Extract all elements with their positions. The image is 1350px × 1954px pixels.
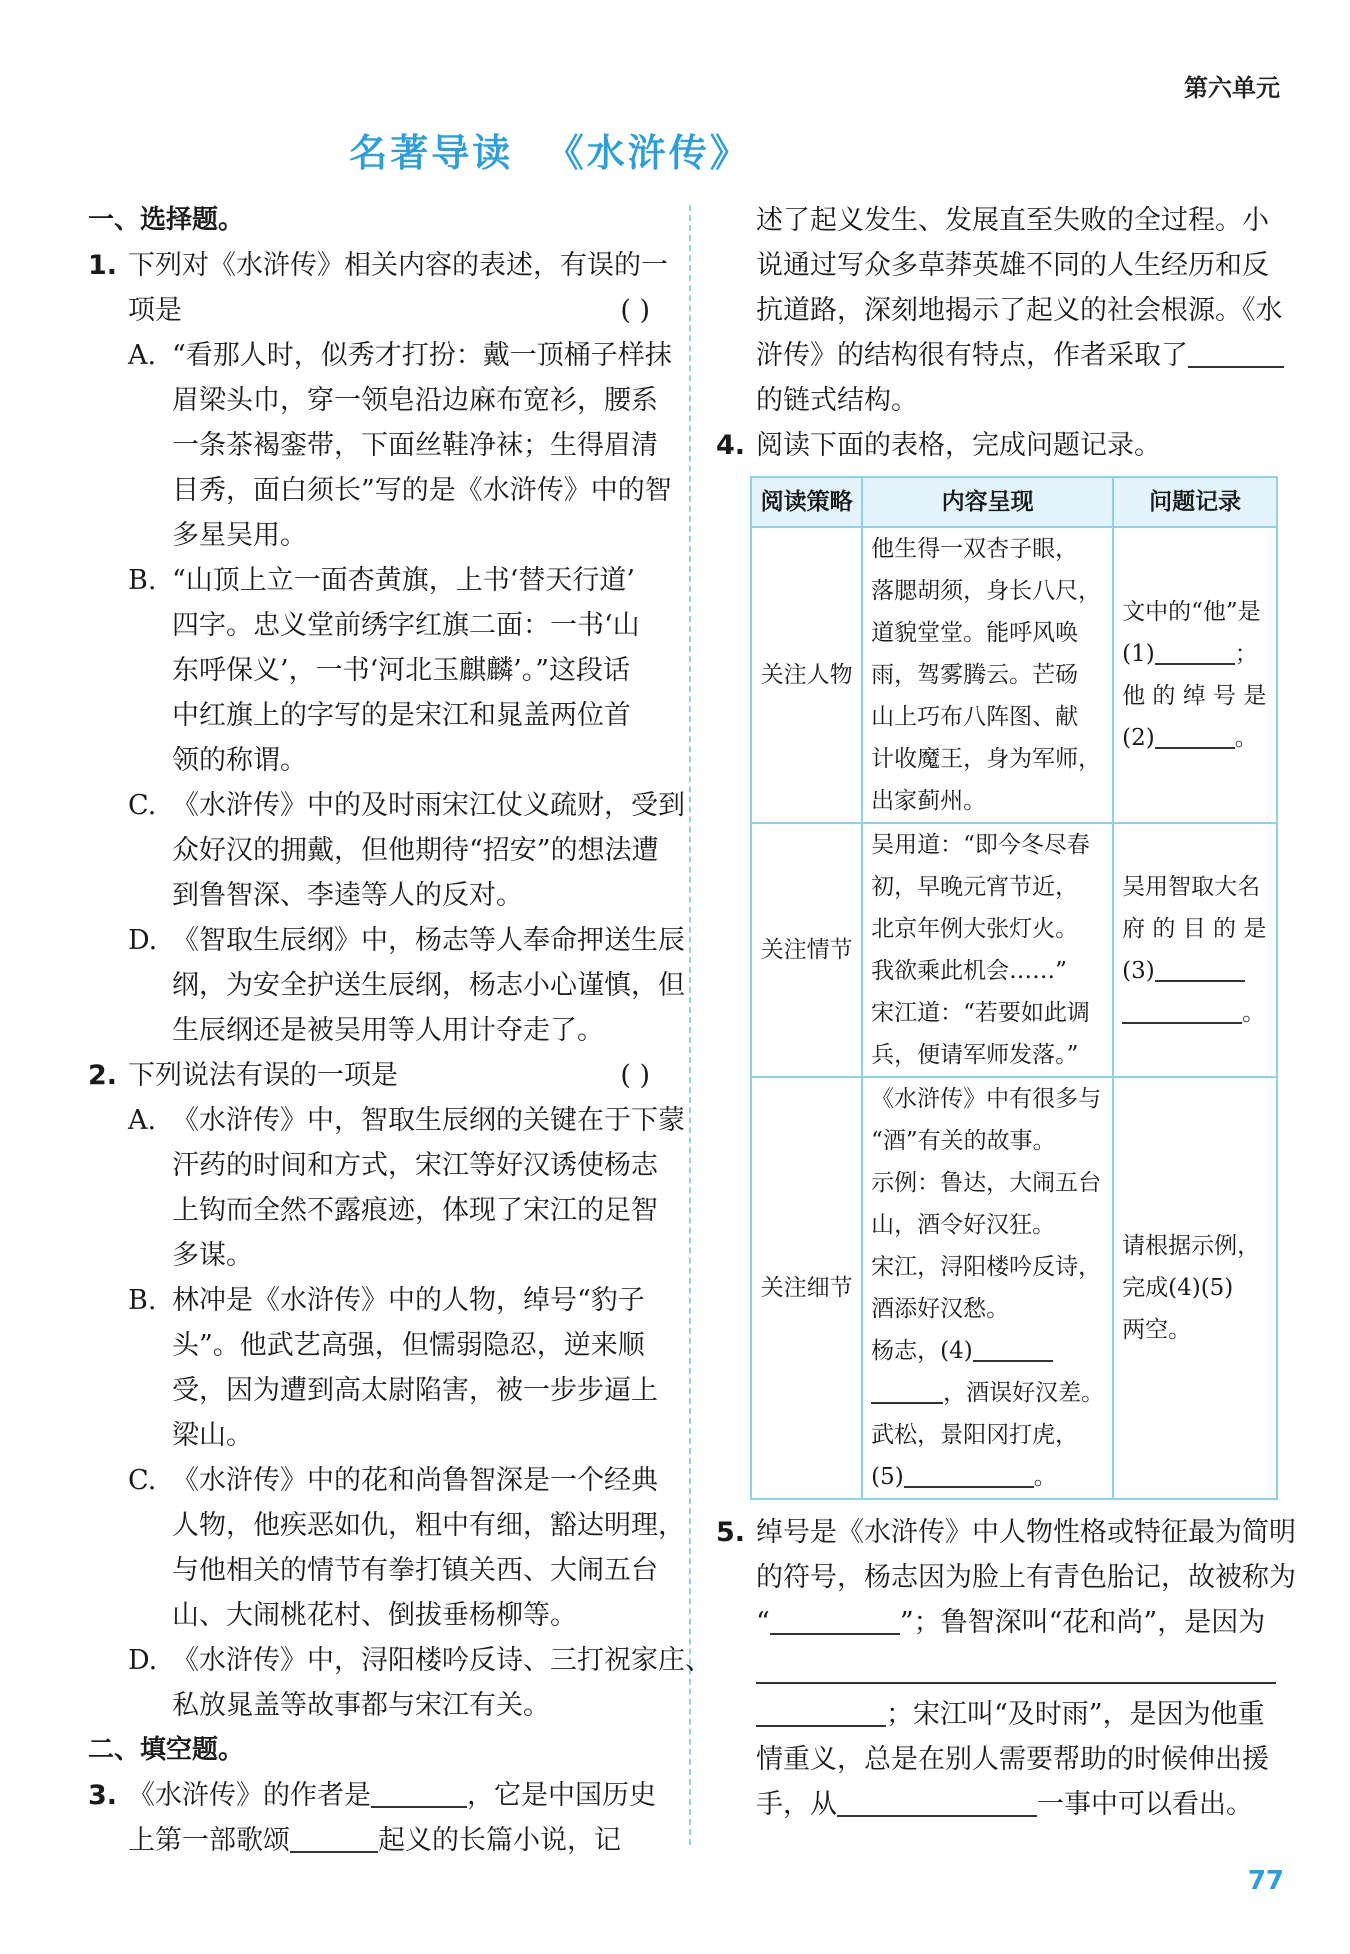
question-text: 上第一部歌颂 xyxy=(128,1825,290,1856)
table-header: 阅读策略 xyxy=(751,477,862,527)
question-2 xyxy=(88,1053,712,1728)
option-text: 生辰纲还是被吴用等人用计夺走了。 xyxy=(172,1015,604,1046)
option-text: 私放晁盖等故事都与宋江有关。 xyxy=(172,1690,550,1721)
question-text: 起义的长篇小说，记 xyxy=(378,1825,621,1856)
option-text: 东呼保义’，一书‘河北玉麒麟’。”这段话 xyxy=(172,655,631,686)
option-text: 上钩而全然不露痕迹，体现了宋江的足智 xyxy=(172,1195,658,1226)
option-text: 一条茶褐銮带，下面丝鞋净袜；生得眉清 xyxy=(172,430,658,461)
option-text: 《水浒传》中，智取生辰纲的关键在于下蒙 xyxy=(172,1105,685,1136)
column-divider xyxy=(689,205,691,1845)
record-cell: 文中的“他”是 (1) ； 他 的 绰 号 是 (2) 。 xyxy=(1113,527,1277,823)
reason-blank[interactable] xyxy=(756,1652,1276,1684)
blank-3[interactable] xyxy=(1155,954,1245,982)
section-heading-fill: 二、填空题。 xyxy=(88,1735,245,1765)
option-text: 林冲是《水浒传》中的人物，绰号“豹子 xyxy=(172,1285,645,1316)
option-text: 到鲁智深、李逵等人的反对。 xyxy=(172,880,523,911)
option-text: 人物，他疾恶如仇，粗中有细，豁达明理， xyxy=(172,1510,685,1541)
answer-parentheses[interactable]: ( ) xyxy=(620,295,650,326)
option-text: 《智取生辰纲》中，杨志等人奉命押送生辰 xyxy=(172,925,685,956)
question-3 xyxy=(88,1773,660,1863)
option-text: 纲，为安全护送生辰纲，杨志小心谨慎，但 xyxy=(172,970,685,1001)
option-label: B. xyxy=(128,1285,157,1316)
option-text: 与他相关的情节有拳打镇关西、大闹五台 xyxy=(172,1555,658,1586)
option-text: “看那人时，似秀才打扮：戴一顶桶子样抹 xyxy=(172,340,672,371)
option-a[interactable] xyxy=(88,333,672,558)
option-b[interactable] xyxy=(88,558,660,783)
question-text: 情重义，总是在别人需要帮助的时候伸出援 xyxy=(756,1744,1269,1775)
option-text: 四字。忠义堂前绣字红旗二面：一书‘山 xyxy=(172,610,640,641)
option-text: 《水浒传》中，浔阳楼吟反诗、三打祝家庄、 xyxy=(172,1645,712,1676)
option-text: 受，因为遭到高太尉陷害，被一步步逼上 xyxy=(172,1375,658,1406)
strategy-cell: 关注细节 xyxy=(751,1077,862,1499)
question-number: 3. xyxy=(88,1780,118,1811)
question-number: 4. xyxy=(716,430,746,461)
question-text: 述了起义发生、发展直至失败的全过程。小 xyxy=(756,205,1269,236)
option-label: C. xyxy=(128,1465,157,1496)
unit-label: 第六单元 xyxy=(1184,74,1280,102)
content-cell: 吴用道：“即今冬尽春 初，早晚元宵节近， 北京年例大张灯火。 我欲乘此机会……” 宋江道：“若要如此调 兵，便请军师发落。” xyxy=(862,823,1113,1077)
section-heading-choice: 一、选择题。 xyxy=(88,205,245,235)
blank-4-continued[interactable] xyxy=(871,1376,943,1404)
table-row xyxy=(751,823,1277,1077)
option-text: 梁山。 xyxy=(172,1420,253,1451)
nickname-blank[interactable] xyxy=(770,1603,900,1635)
question-1 xyxy=(88,243,685,1053)
question-text: ，它是中国历史 xyxy=(467,1780,656,1811)
option-text: 眉梁头巾，穿一领皂沿边麻布宽衫，腰系 xyxy=(172,385,658,416)
question-3-continued xyxy=(716,198,1283,423)
page-title: 名著导读 《水浒传》 xyxy=(349,131,751,175)
table-header: 内容呈现 xyxy=(862,477,1113,527)
question-5: 5. 绰号是《水浒传》中人物性格或特征最为简明 的符号，杨志因为脸上有青色胎记，故被称为 “ ”；鲁智深叫“花和尚”，是因为 ；宋江叫“及时雨”，是因为他重 情重义，总是在别人需要帮助的时候伸出援 手，从 一事中可以看出。 xyxy=(716,1510,1276,1827)
option-label: A. xyxy=(128,340,157,371)
option-text: 头”。他武艺高强，但懦弱隐忍，逆来顺 xyxy=(172,1330,645,1361)
option-text: 《水浒传》中的及时雨宋江仗义疏财，受到 xyxy=(172,790,685,821)
blank-2[interactable] xyxy=(1155,721,1235,749)
option-text: 中红旗上的字写的是宋江和晁盖两位首 xyxy=(172,700,631,731)
table-row xyxy=(751,1077,1277,1499)
structure-blank[interactable] xyxy=(1188,336,1284,368)
option-text: 领的称谓。 xyxy=(172,745,307,776)
question-text: 浒传》的结构很有特点，作者采取了 xyxy=(756,340,1188,371)
answer-parentheses[interactable]: ( ) xyxy=(620,1060,650,1091)
blank-3-continued[interactable] xyxy=(1122,996,1242,1024)
reason-blank-continued[interactable] xyxy=(756,1695,886,1727)
option-d[interactable] xyxy=(88,918,685,1053)
question-stem: 阅读下面的表格，完成问题记录。 xyxy=(756,430,1161,461)
question-text: 的符号，杨志因为脸上有青色胎记，故被称为 xyxy=(756,1562,1296,1593)
strategy-cell: 关注情节 xyxy=(751,823,862,1077)
option-text: 多谋。 xyxy=(172,1240,253,1271)
question-number: 2. xyxy=(88,1060,118,1091)
option-label: C. xyxy=(128,790,157,821)
table-row xyxy=(751,527,1277,823)
option-label: D. xyxy=(128,925,158,956)
left-column xyxy=(88,198,712,1863)
reading-table xyxy=(750,476,1278,1500)
option-c[interactable] xyxy=(88,1458,685,1638)
question-stem: 下列对《水浒传》相关内容的表述，有误的一 xyxy=(128,250,668,281)
question-4 xyxy=(716,423,1276,1500)
question-number: 5. xyxy=(716,1517,746,1548)
option-b[interactable] xyxy=(88,1278,660,1458)
question-text: 《水浒传》的作者是 xyxy=(128,1780,371,1811)
option-text: 山、大闹桃花村、倒拔垂杨柳等。 xyxy=(172,1600,577,1631)
record-cell: 吴用智取大名 府 的 目 的 是 (3) 。 xyxy=(1113,823,1277,1077)
option-d[interactable] xyxy=(88,1638,712,1728)
option-text: 多星吴用。 xyxy=(172,520,307,551)
blank-5[interactable] xyxy=(904,1460,1034,1488)
strategy-cell: 关注人物 xyxy=(751,527,862,823)
option-label: D. xyxy=(128,1645,158,1676)
question-text: 抗道路，深刻地揭示了起义的社会根源。《水 xyxy=(756,295,1283,326)
question-stem: 下列说法有误的一项是 xyxy=(128,1060,398,1091)
option-c[interactable] xyxy=(88,783,685,918)
option-text: 众好汉的拥戴，但他期待“招安”的想法遭 xyxy=(172,835,659,866)
option-text: 《水浒传》中的花和尚鲁智深是一个经典 xyxy=(172,1465,658,1496)
uprising-blank[interactable] xyxy=(290,1821,378,1853)
blank-4[interactable] xyxy=(973,1334,1053,1362)
option-text: 目秀，面白须长”写的是《水浒传》中的智 xyxy=(172,475,672,506)
content-cell: 《水浒传》中有很多与 “酒”有关的故事。 示例：鲁达，大闹五台 山，酒令好汉狂。 宋江，浔阳楼吟反诗， 酒添好汉愁。 杨志，(4) ，酒误好汉差。 武松，景阳冈打虎， (5) 。 xyxy=(862,1077,1113,1499)
option-text: 汗药的时间和方式，宋江等好汉诱使杨志 xyxy=(172,1150,658,1181)
option-label: A. xyxy=(128,1105,157,1136)
event-blank[interactable] xyxy=(837,1785,1037,1817)
option-label: B. xyxy=(128,565,157,596)
question-text: 的链式结构。 xyxy=(756,385,918,416)
question-text: 绰号是《水浒传》中人物性格或特征最为简明 xyxy=(756,1517,1296,1548)
record-cell: 请根据示例， 完成(4)(5) 两空。 xyxy=(1113,1077,1277,1499)
option-a[interactable] xyxy=(88,1098,685,1278)
page-number: 77 xyxy=(1247,1866,1284,1896)
option-text: “山顶上立一面杏黄旗，上书‘替天行道’ xyxy=(172,565,635,596)
question-text: 说通过写众多草莽英雄不同的人生经历和反 xyxy=(756,250,1269,281)
question-number: 1. xyxy=(88,250,118,281)
right-column xyxy=(716,198,1296,1827)
table-header: 问题记录 xyxy=(1113,477,1277,527)
question-stem: 项是 xyxy=(128,295,182,326)
content-cell: 他生得一双杏子眼， 落腮胡须，身长八尺， 道貌堂堂。能呼风唤 雨，驾雾腾云。芒砀 山上巧布八阵图、献 计收魔王，身为军师， 出家蓟州。 xyxy=(862,527,1113,823)
blank-1[interactable] xyxy=(1155,637,1235,665)
author-blank[interactable] xyxy=(371,1776,467,1808)
